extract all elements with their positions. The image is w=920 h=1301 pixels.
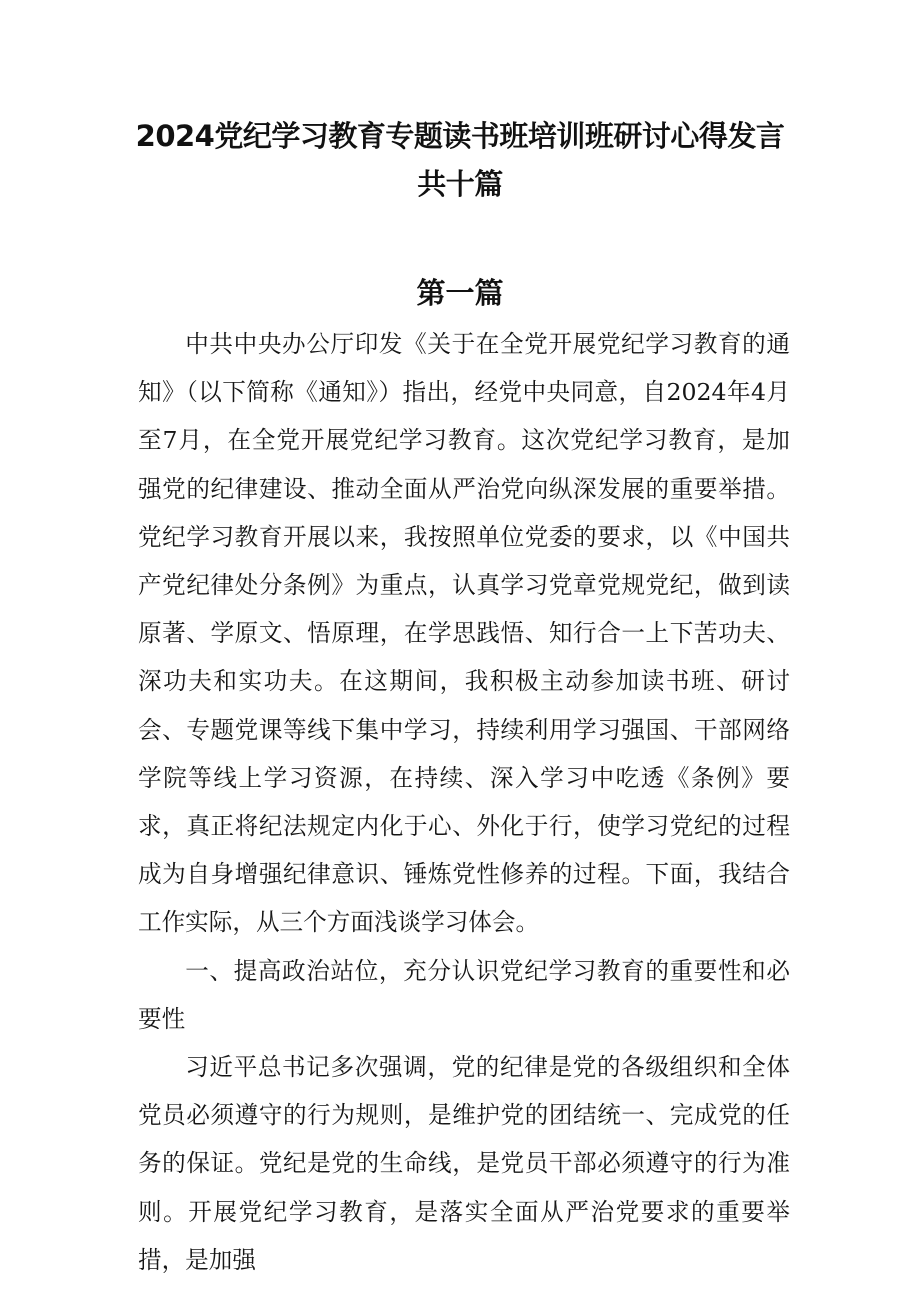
document-title-line2: 共十篇 (417, 167, 503, 201)
paragraph-intro: 中共中央办公厅印发《关于在全党开展党纪学习教育的通知》（以下简称《通知》）指出，经党中央同意，自2024年4月至7月，在全党开展党纪学习教育。这次党纪学习教育，是加强党的纪律建设、推动全面从严治党向纵深发展的重要举措。党纪学习教育开展以来，我按照单位党委的要求，以《中国共产党纪律处分条例》为重点，认真学习党章党规党纪，做到读原著、学原文、悟原理，在学思践悟、知行合一上下苦功夫、深功夫和实功夫。在这期间，我积极主动参加读书班、研讨会、专题党课等线下集中学习，持续利用学习强国、干部网络学院等线上学习资源，在持续、深入学习中吃透《条例》要求，真正将纪法规定内化于心、外化于行，使学习党纪的过程成为自身增强纪律意识、锤炼党性修养的过程。下面，我结合工作实际，从三个方面浅谈学习体会。 (138, 330, 790, 937)
document-body (138, 320, 790, 1284)
section-heading: 第一篇 (416, 276, 504, 310)
paragraph-subheading-one: 一、提高政治站位，充分认识党纪学习教育的重要性和必要性 (138, 956, 790, 1033)
paragraph-section-one-body: 习近平总书记多次强调，党的纪律是党的各级组织和全体党员必须遵守的行为规则，是维护党的团结统一、完成党的任务的保证。党纪是党的生命线，是党员干部必须遵守的行为准则。开展党纪学习教育，是落实全面从严治党要求的重要举措，是加强 (138, 1053, 790, 1274)
document-title-line1: 2024党纪学习教育专题读书班培训班研讨心得发言 (135, 119, 785, 153)
